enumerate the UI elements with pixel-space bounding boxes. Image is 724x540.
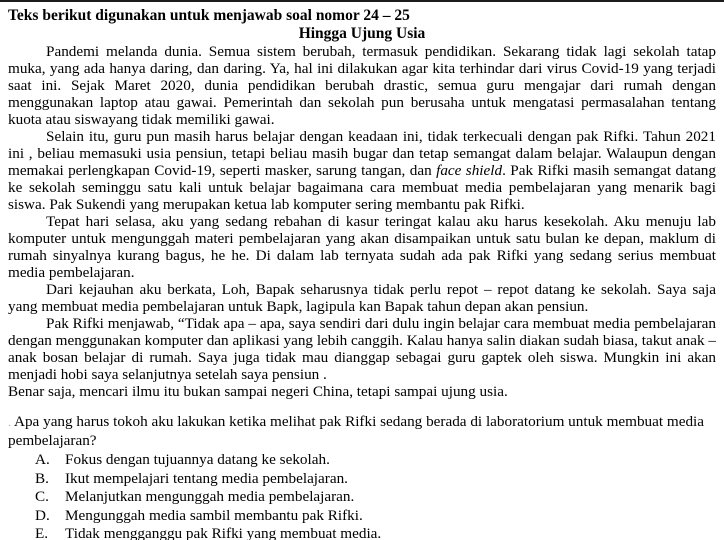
- option-text: Fokus dengan tujuannya datang ke sekolah.: [65, 451, 330, 468]
- option-letter: B.: [35, 469, 49, 487]
- question-leading-dot: .: [8, 415, 11, 429]
- passage-paragraph-3: [8, 213, 716, 281]
- option-text: Tidak mengganggu pak Rifki yang membuat media.: [65, 525, 382, 540]
- paragraph-text: Selain itu, guru pun masih harus belajar dengan keadaan ini, tidak terkecuali dengan pak Rifki. Tahun 2021 ini , beliau memasuki usia pensiun, tetapi beliau masih bugar dan tetap semangat dalam belajar. Walaupun dengan memakai perlengkapan Covid-19, seperti masker, sarung tangan, dan: [8, 128, 716, 179]
- question-text-line: [8, 413, 716, 450]
- instruction-header: Teks berikut digunakan untuk menjawab soal nomor 24 – 25: [8, 7, 410, 24]
- question-block: [8, 413, 716, 540]
- paragraph-text: Pak Rifki menjawab, “Tidak apa – apa, saya sendiri dari dulu ingin belajar cara membuat media pembelajaran dengan menggunakan komputer dan aplikasi yang lebih canggih. Kalau hanya salin diakan sudah biasa, takut anak – anak bosan belajar di rumah. Saya juga tidak mau dianggap sebagai guru gaptek oleh siswa. Mungkin ini akan menjadi hobi saya selanjutnya setelah saya pensiun .: [8, 315, 716, 383]
- option-text: Mengunggah media sambil membantu pak Rifki.: [65, 506, 363, 524]
- paragraph-text: Pandemi melanda dunia. Semua sistem berubah, termasuk pendidikan. Sekarang tidak lagi sekolah tatap muka, yang ada hanya daring, dan daring. Ya, hal ini dilakukan agar kita terhindar dari virus Covid-19 yang terjadi saat ini. Sejak Maret 2020, dunia pendidikan berubah drastic, semua guru mengajar dari rumah dengan menggunakan laptop atau gawai. Pemerintah dan sekolah pun berusaha untuk mengatasi permasalahan tentang kuota atau siswayang tidak memiliki gawai.: [8, 43, 716, 128]
- option-letter: A.: [35, 451, 50, 468]
- passage-paragraph-2: [8, 128, 716, 213]
- option-letter: C.: [35, 488, 49, 505]
- paragraph-text: Dari kejauhan aku berkata, Loh, Bapak seharusnya tidak perlu repot – repot datang ke sekolah. Saya saja yang membuat media pembelajaran untuk Bapk, lagipula kan Bapak tahun depan akan pensiun.: [8, 281, 716, 315]
- option-text: Ikut mempelajari tentang media pembelajaran.: [65, 469, 348, 487]
- italic-term: face shield: [436, 162, 503, 179]
- option-b: [35, 470, 716, 489]
- option-letter: D.: [35, 506, 50, 524]
- option-text: Melanjutkan mengunggah media pembelajaran.: [65, 488, 355, 505]
- option-d: [35, 507, 716, 526]
- passage-title: Hingga Ujung Usia: [298, 25, 426, 42]
- question-text: Apa yang harus tokoh aku lakukan ketika melihat pak Rifki sedang berada di laboratorium untuk membuat media pembelajaran?: [8, 413, 704, 449]
- passage-closing-line: Benar saja, mencari ilmu itu bukan sampai negeri China, tetapi sampai ujung usia.: [8, 383, 508, 400]
- option-e: [35, 525, 716, 540]
- paragraph-text: . Pak Rifki masih semangat datang ke sekolah seminggu satu kali untuk belajar bagaimana cara membuat media pembelajaran yang menarik bagi siswa. Pak Sukendi yang merupakan ketua lab komputer sering membantu pak Rifki.: [8, 162, 716, 213]
- options-list: [8, 451, 716, 540]
- option-letter: E.: [35, 525, 49, 540]
- passage-paragraph-5: [8, 315, 716, 383]
- passage-paragraph-4: [8, 281, 716, 315]
- option-c: [35, 488, 716, 507]
- passage-paragraph-1: [8, 43, 716, 128]
- paragraph-text: Tepat hari selasa, aku yang sedang rebahan di kasur teringat kalau aku harus kesekolah. Aku menuju lab komputer untuk mengunggah materi pembelajaran yang akan disampaikan untuk satu bulan ke depan, maklum di rumah sinyalnya kurang bagus, he he. Di dalam lab ternyata sudah ada pak Rifki yang sedang serius membuat media pembelajaran.: [8, 213, 716, 281]
- option-a: [35, 451, 716, 470]
